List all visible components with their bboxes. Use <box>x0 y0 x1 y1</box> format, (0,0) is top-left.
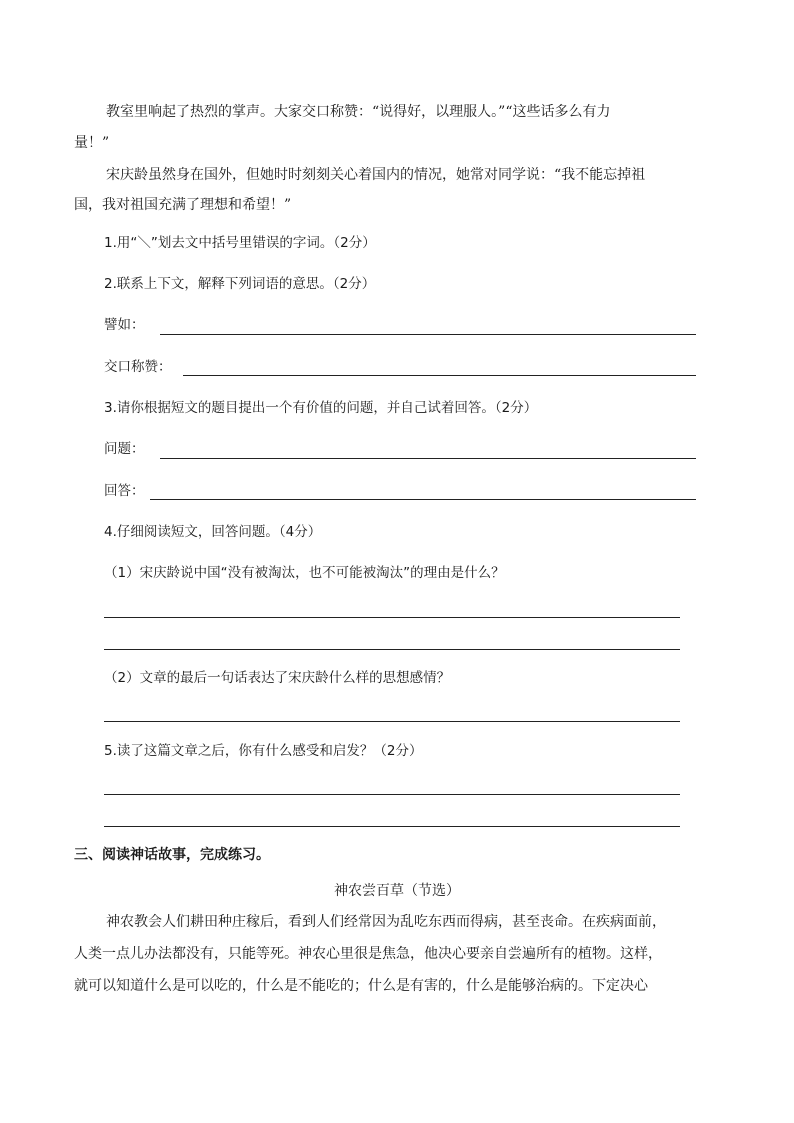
question-4-1: （1）宋庆龄说中国“没有被淘汰，也不可能被淘汰”的理由是什么？ <box>104 565 505 581</box>
question-5: 5.读了这篇文章之后，你有什么感受和启发？（2分） <box>104 743 423 759</box>
question-1: 1.用“＼”划去文中括号里错误的字词。（2分） <box>104 235 376 251</box>
passage-para2-line1: 宋庆龄虽然身在国外，但她时时刻刻关心着国内的情况，她常对同学说：“我不能忘掉祖 <box>106 167 646 183</box>
q2-a-label: 譬如： <box>104 317 145 333</box>
q4-1-answer-line-1[interactable] <box>104 617 680 618</box>
q5-answer-line-1[interactable] <box>104 794 680 795</box>
story-line-2: 人类一点儿办法都没有，只能等死。神农心里很是焦急，他决心要亲自尝遍所有的植物。这样， <box>74 946 662 962</box>
question-3: 3.请你根据短文的题目提出一个有价值的问题，并自己试着回答。（2分） <box>104 400 538 416</box>
q2-b-label: 交口称赞： <box>104 359 172 375</box>
q4-2-answer-line[interactable] <box>104 721 680 722</box>
story-line-1: 神农教会人们耕田种庄稼后，看到人们经常因为乱吃东西而得病，甚至丧命。在疾病面前， <box>106 914 666 930</box>
story-title: 神农尝百草（节选） <box>334 883 460 899</box>
q5-answer-line-2[interactable] <box>104 826 680 827</box>
q3-a-answer-line[interactable] <box>160 458 696 459</box>
section-3-heading: 三、阅读神话故事，完成练习。 <box>74 847 270 863</box>
q2-b-answer-line[interactable] <box>183 375 696 376</box>
q3-a-label: 问题： <box>104 441 145 457</box>
question-2: 2.联系上下文，解释下列词语的意思。（2分） <box>104 276 376 292</box>
passage-para1-line1: 教室里响起了热烈的掌声。大家交口称赞：“说得好，以理服人。”“这些话多么有力 <box>106 104 611 120</box>
question-4-2: （2）文章的最后一句话表达了宋庆龄什么样的思想感情？ <box>104 670 451 686</box>
q3-b-label: 回答： <box>104 483 145 499</box>
q4-1-answer-line-2[interactable] <box>104 649 680 650</box>
q2-a-answer-line[interactable] <box>160 334 696 335</box>
question-4: 4.仔细阅读短文，回答问题。（4分） <box>104 524 322 540</box>
q3-b-answer-line[interactable] <box>150 499 696 500</box>
passage-para1-line2: 量！” <box>74 135 110 151</box>
story-line-3: 就可以知道什么是可以吃的，什么是不能吃的；什么是有害的，什么是能够治病的。下定决心 <box>74 978 648 994</box>
passage-para2-line2: 国，我对祖国充满了理想和希望！” <box>74 197 292 213</box>
